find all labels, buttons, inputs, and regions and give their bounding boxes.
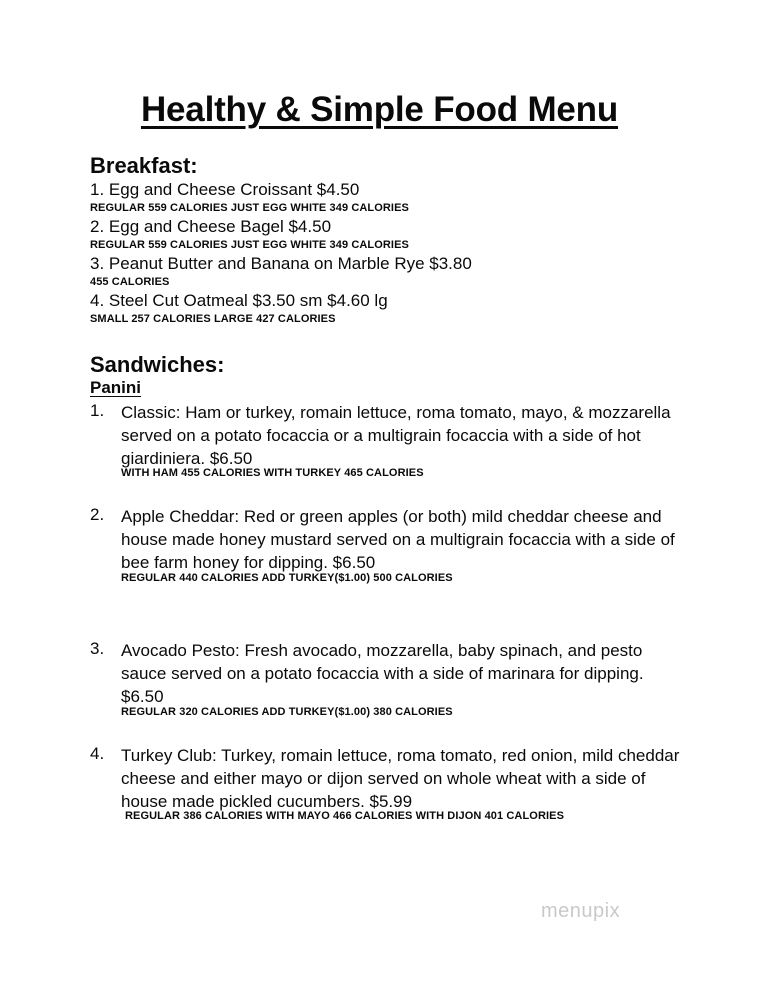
breakfast-item-2: 2. Egg and Cheese Bagel $4.50 [90,217,332,236]
sandwich-item-2-number: 2. [90,505,105,524]
breakfast-item-1: 1. Egg and Cheese Croissant $4.50 [90,180,360,199]
sandwich-item-1-description: Classic: Ham or turkey, romain lettuce, roma tomato, mayo, & mozzarella served on a potato focaccia or a multigrain focaccia with a side of hot giardiniera. $6.50 [121,403,671,468]
sandwich-item-3-calories: REGULAR 320 CALORIES ADD TURKEY($1.00) 380 CALORIES [121,706,453,718]
breakfast-item-3: 3. Peanut Butter and Banana on Marble Rye $3.80 [90,254,472,273]
sandwich-item-3-number: 3. [90,639,105,658]
page-title: Healthy & Simple Food Menu [140,90,619,129]
sandwich-item-4-calories: REGULAR 386 CALORIES WITH MAYO 466 CALORIES WITH DIJON 401 CALORIES [125,810,565,822]
breakfast-heading: Breakfast: [90,153,198,178]
sandwich-item-1-number: 1. [90,401,105,420]
panini-subheading: Panini [90,378,142,397]
sandwiches-heading: Sandwiches: [90,352,225,377]
watermark-logo: menupix [541,900,621,922]
breakfast-item-2-calories: REGULAR 559 CALORIES JUST EGG WHITE 349 CALORIES [90,239,409,251]
breakfast-item-4-calories: SMALL 257 CALORIES LARGE 427 CALORIES [90,313,336,325]
sandwich-item-4-description: Turkey Club: Turkey, romain lettuce, roma tomato, red onion, mild cheddar cheese and either mayo or dijon served on whole wheat with a side of house made pickled cucumbers. $5.99 [121,746,680,811]
sandwich-item-1-calories: WITH HAM 455 CALORIES WITH TURKEY 465 CALORIES [121,467,424,479]
breakfast-item-3-calories: 455 CALORIES [90,276,170,288]
sandwich-item-2-description: Apple Cheddar: Red or green apples (or both) mild cheddar cheese and house made honey mustard served on a multigrain focaccia with a side of bee farm honey for dipping. $6.50 [121,507,675,572]
sandwich-item-3-description: Avocado Pesto: Fresh avocado, mozzarella, baby spinach, and pesto sauce served on a potato focaccia with a side of marinara for dipping. $6.50 [121,641,644,706]
sandwich-item-4-number: 4. [90,744,105,763]
sandwich-item-2-calories: REGULAR 440 CALORIES ADD TURKEY($1.00) 500 CALORIES [121,572,453,584]
breakfast-item-1-calories: REGULAR 559 CALORIES JUST EGG WHITE 349 CALORIES [90,202,409,214]
breakfast-item-4: 4. Steel Cut Oatmeal $3.50 sm $4.60 lg [90,291,388,310]
